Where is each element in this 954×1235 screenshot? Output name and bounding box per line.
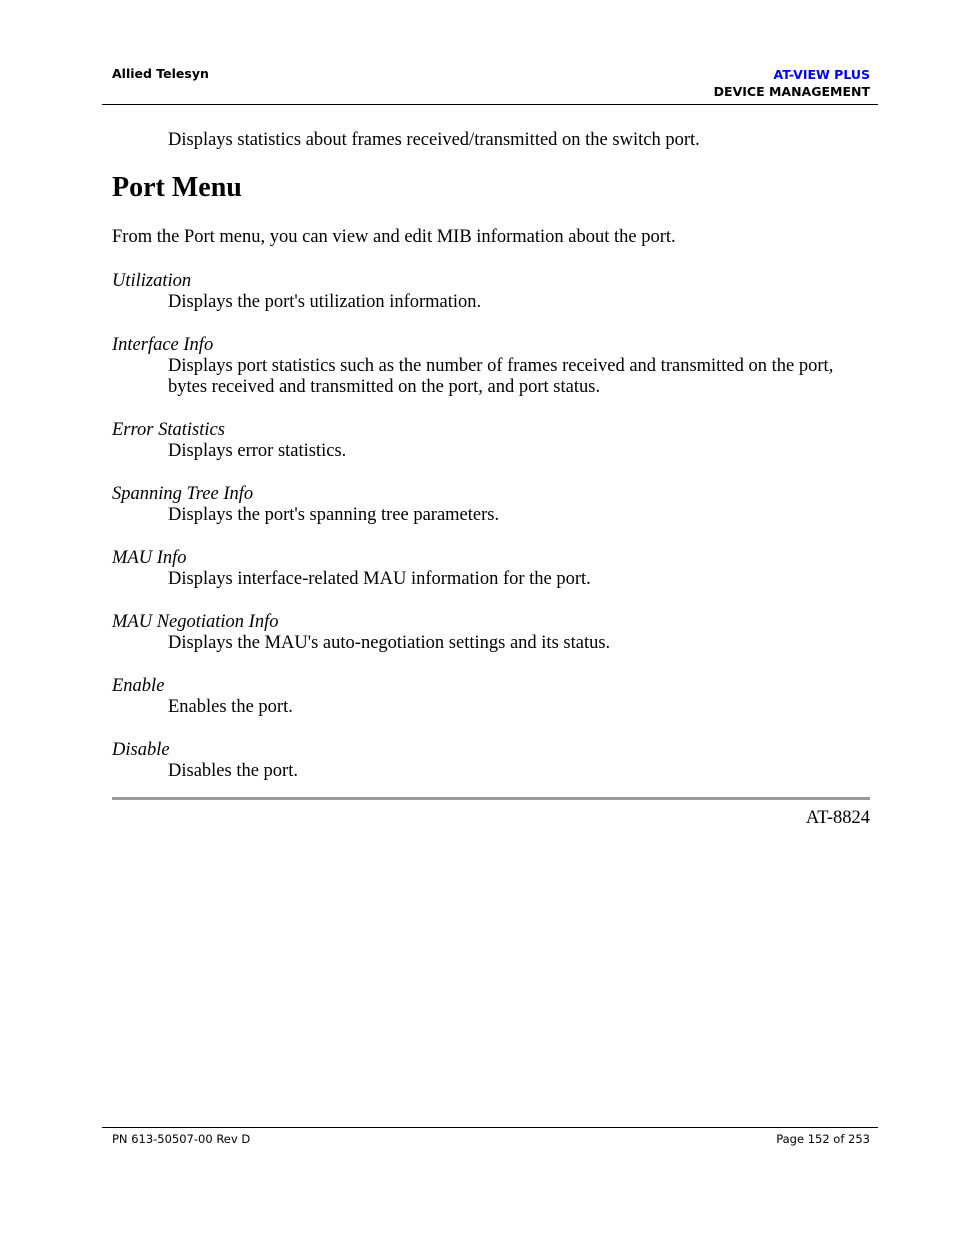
menu-item-description: Displays interface-related MAU information for the port. [168,569,591,589]
menu-item-mau-negotiation-info [112,612,857,654]
menu-item-description: Disables the port. [168,761,298,781]
menu-item-description: Displays the port's utilization information. [168,292,482,312]
menu-item-term: MAU Info [112,548,187,568]
model-label: AT-8824 [805,808,870,828]
menu-item-description: Displays the MAU's auto-negotiation settings and its status. [168,633,611,653]
menu-item-interface-info [112,335,857,398]
menu-item-disable [112,740,857,782]
section-title: Port Menu [112,172,242,203]
menu-item-term: Error Statistics [112,420,225,440]
menu-item-list [112,271,857,804]
menu-item-description: Displays port statistics such as the number of frames received and transmitted on the port, bytes received and transmitted on the port, and port status. [168,356,834,397]
section-divider [112,797,870,800]
intro-text: Displays statistics about frames received/transmitted on the switch port. [168,130,700,150]
menu-item-error-statistics [112,420,857,462]
menu-item-term: Disable [112,740,170,760]
header-company: Allied Telesyn [112,66,209,81]
footer-page-number: Page 152 of 253 [776,1132,870,1146]
header-product: AT-VIEW PLUS [773,67,870,82]
menu-item-term: Interface Info [112,335,214,355]
header-section: DEVICE MANAGEMENT [713,84,870,99]
header-title-block [714,66,870,100]
footer-part-number: PN 613-50507-00 Rev D [112,1132,251,1146]
menu-item-term: MAU Negotiation Info [112,612,279,632]
menu-item-description: Displays the port's spanning tree parameters. [168,505,500,525]
header-divider [102,104,878,105]
menu-item-enable [112,676,857,718]
menu-item-description: Enables the port. [168,697,293,717]
footer-divider [102,1127,878,1128]
menu-item-mau-info [112,548,857,590]
menu-item-utilization [112,271,857,313]
section-intro: From the Port menu, you can view and edit MIB information about the port. [112,227,676,247]
menu-item-spanning-tree-info [112,484,857,526]
menu-item-term: Utilization [112,271,192,291]
menu-item-term: Enable [112,676,165,696]
menu-item-description: Displays error statistics. [168,441,347,461]
menu-item-term: Spanning Tree Info [112,484,254,504]
